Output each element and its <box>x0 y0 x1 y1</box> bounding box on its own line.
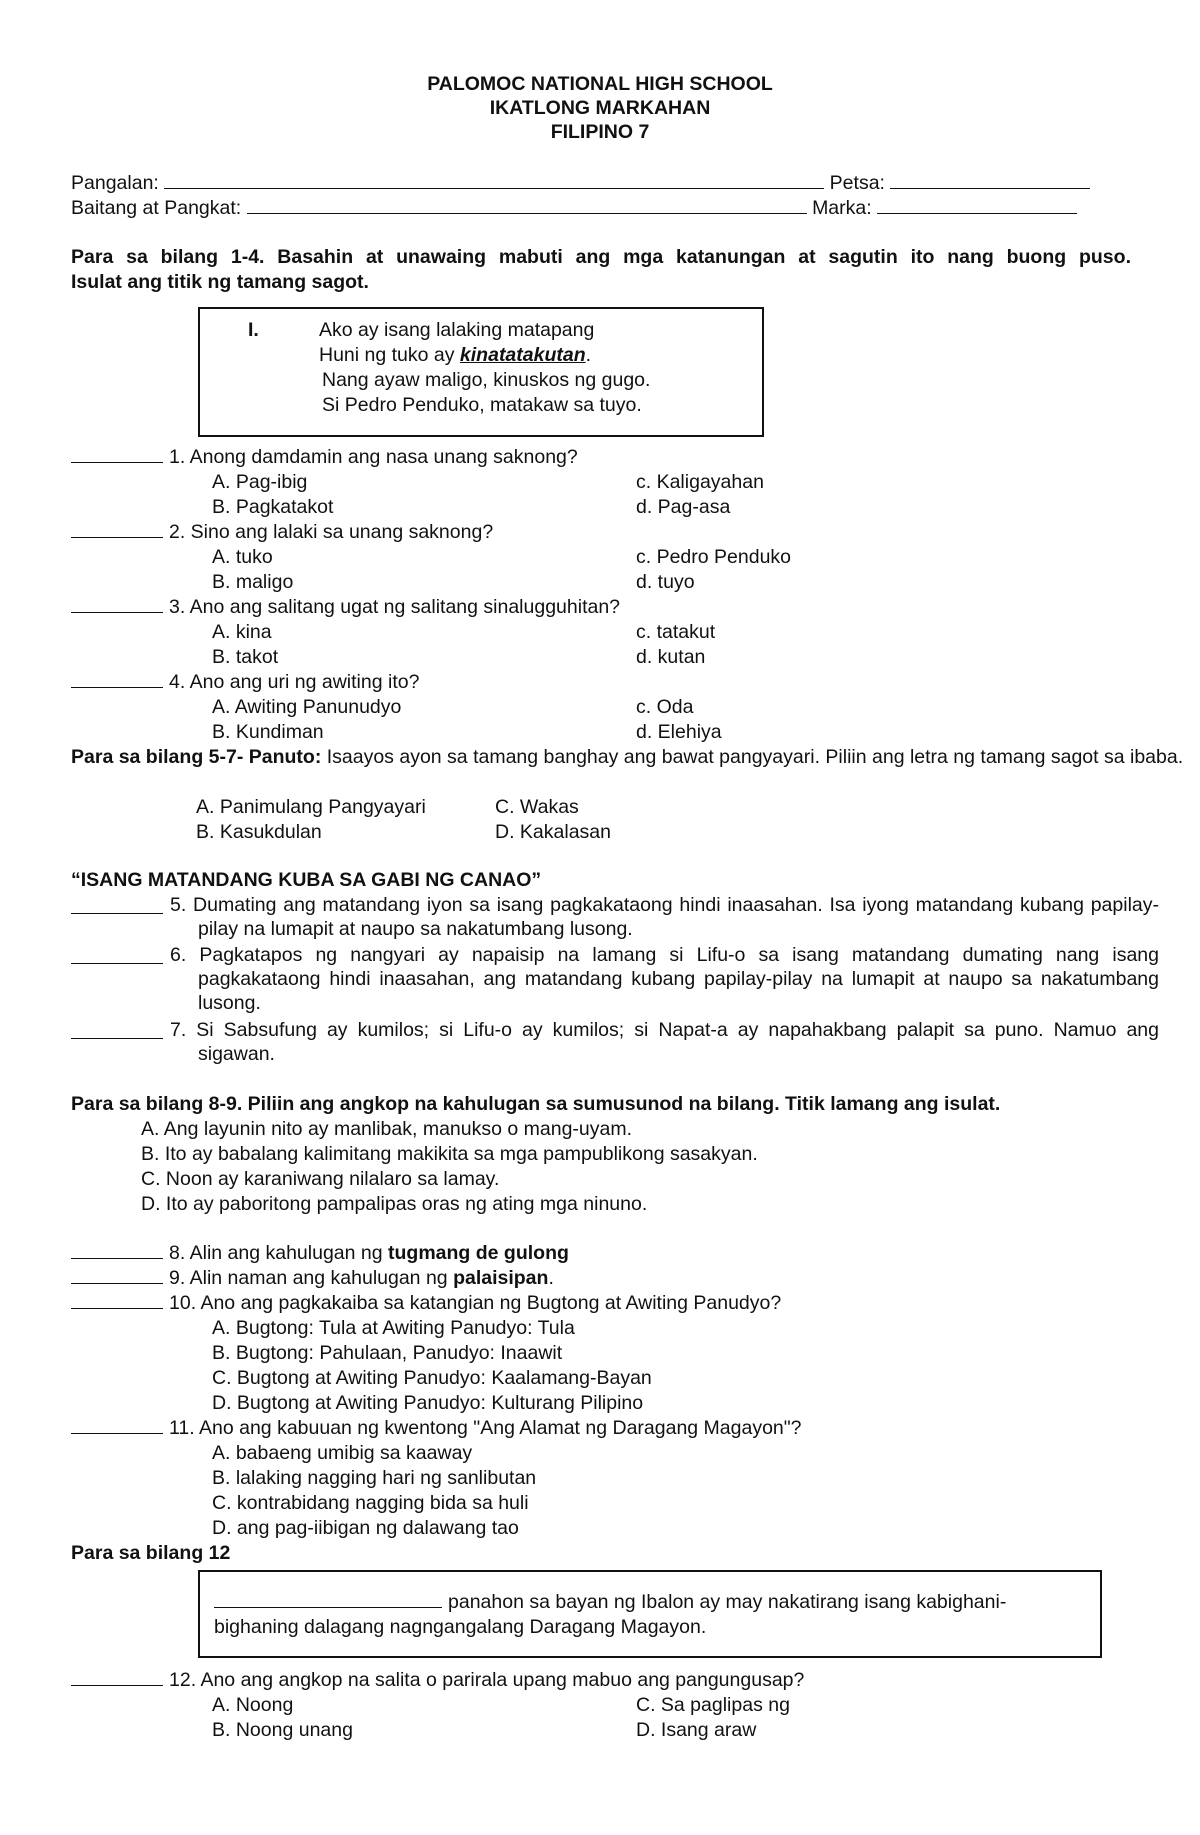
q4-choice-b: B. Kundiman <box>212 721 324 743</box>
score-blank[interactable] <box>877 196 1077 214</box>
q4-choice-a: A. Awiting Panunudyo <box>212 696 402 718</box>
answer-blank[interactable] <box>71 445 163 463</box>
answer-blank[interactable] <box>71 1291 163 1309</box>
sentence-line-2: bighaning dalagang nagngangalang Daragang Magayon. <box>214 1616 707 1638</box>
q10-choice-d: D. Bugtong at Awiting Panudyo: Kulturang Pilipino <box>212 1392 644 1414</box>
grade-label: Baitang at Pangkat: <box>71 197 242 219</box>
q12-choice-d: D. Isang araw <box>636 1719 757 1741</box>
question-11-stem: 11. Ano ang kabuuan ng kwentong "Ang Alamat ng Daragang Magayon"? <box>169 1417 802 1439</box>
section3-option-d: D. Ito ay paboritong pampalipas oras ng ating mga ninuno. <box>141 1193 648 1215</box>
poem-line-2 <box>319 343 591 367</box>
q1-choice-d: d. Pag-asa <box>636 496 731 518</box>
section3-instruction: Para sa bilang 8-9. Piliin ang angkop na kahulugan sa sumusunod na bilang. Titik lamang ang isulat. <box>71 1093 1001 1115</box>
school-name: PALOMOC NATIONAL HIGH SCHOOL <box>427 73 773 95</box>
answer-blank[interactable] <box>71 670 163 688</box>
sentence-line-1-text: panahon sa bayan ng Ibalon ay may nakatirang isang kabighani- <box>448 1591 1007 1613</box>
section2-option-d: D. Kakalasan <box>495 821 611 843</box>
answer-blank[interactable] <box>71 520 163 538</box>
question-5: 5. Dumating ang matandang iyon sa isang pagkakataong hindi inaasahan. Isa iyong matandang kubang papilay-pilay na lumapit at naupo sa nakatumbang lusong. <box>170 894 1159 940</box>
question-3-stem: 3. Ano ang salitang ugat ng salitang sinalugguhitan? <box>169 596 621 618</box>
section3-option-b: B. Ito ay babalang kalimitang makikita sa mga pampublikong sasakyan. <box>141 1143 758 1165</box>
question-4 <box>71 670 419 694</box>
question-9-term: palaisipan <box>453 1267 549 1289</box>
q4-choice-d: d. Elehiya <box>636 721 722 743</box>
q10-choice-a: A. Bugtong: Tula at Awiting Panudyo: Tula <box>212 1317 575 1339</box>
q1-choice-b: B. Pagkatakot <box>212 496 334 518</box>
date-blank[interactable] <box>890 171 1090 189</box>
question-2 <box>71 520 493 544</box>
question-9 <box>71 1266 554 1290</box>
q2-choice-d: d. tuyo <box>636 571 695 593</box>
sentence-line-1 <box>214 1590 1006 1614</box>
question-4-stem: 4. Ano ang uri ng awiting ito? <box>169 671 420 693</box>
q2-choice-b: B. maligo <box>212 571 294 593</box>
q12-choice-b: B. Noong unang <box>212 1719 353 1741</box>
q11-choice-c: C. kontrabidang nagging bida sa huli <box>212 1492 529 1514</box>
section2-option-b: B. Kasukdulan <box>196 821 322 843</box>
answer-blank[interactable] <box>71 1266 163 1284</box>
section2-label: Para sa bilang 5-7- Panuto: <box>71 746 322 768</box>
q3-choice-c: c. tatakut <box>636 621 716 643</box>
underlined-word: kinatatakutan <box>459 344 586 366</box>
section3-option-c: C. Noon ay karaniwang nilalaro sa lamay. <box>141 1168 500 1190</box>
q1-choice-c: c. Kaligayahan <box>636 471 764 493</box>
q1-choice-a: A. Pag-ibig <box>212 471 308 493</box>
quarter-title: IKATLONG MARKAHAN <box>489 97 711 119</box>
date-label: Petsa: <box>829 172 885 194</box>
q10-choice-b: B. Bugtong: Pahulaan, Panudyo: Inaawit <box>212 1342 563 1364</box>
name-blank[interactable] <box>164 171 824 189</box>
grade-blank[interactable] <box>247 196 807 214</box>
section2-instruction <box>71 745 1200 769</box>
poem-line-4: Si Pedro Penduko, matakaw sa tuyo. <box>322 394 642 416</box>
sentence-blank[interactable] <box>214 1590 442 1608</box>
sentence-box <box>198 1570 1102 1658</box>
q2-choice-a: A. tuko <box>212 546 273 568</box>
answer-blank[interactable] <box>71 1668 163 1686</box>
section1-instruction-line2: Isulat ang titik ng tamang sagot. <box>71 271 369 293</box>
poem-line-2-text: Huni ng tuko ay <box>319 344 460 366</box>
story-title: “ISANG MATANDANG KUBA SA GABI NG CANAO” <box>71 869 542 891</box>
question-2-stem: 2. Sino ang lalaki sa unang saknong? <box>169 521 494 543</box>
section2-option-a: A. Panimulang Pangyayari <box>196 796 426 818</box>
question-10-stem: 10. Ano ang pagkakaiba sa katangian ng Bugtong at Awiting Panudyo? <box>169 1292 782 1314</box>
name-label: Pangalan: <box>71 172 159 194</box>
grade-field-row <box>71 196 1077 220</box>
score-label: Marka: <box>812 197 872 219</box>
question-12 <box>71 1668 804 1692</box>
q3-choice-b: B. takot <box>212 646 279 668</box>
poem-line-1: Ako ay isang lalaking matapang <box>319 319 595 341</box>
subject-title: FILIPINO 7 <box>550 121 650 143</box>
answer-blank[interactable] <box>71 1416 163 1434</box>
question-11 <box>71 1416 802 1440</box>
poem-number: I. <box>248 319 259 341</box>
section3-option-a: A. Ang layunin nito ay manlibak, manukso o mang-uyam. <box>141 1118 633 1140</box>
q6-answer-blank[interactable] <box>71 946 163 964</box>
question-6: 6. Pagkatapos ng nangyari ay napaisip na lamang si Lifu-o sa isang matandang dumating nang isang pagkakataong hindi inaasahan, ang matandang kubang papilay-pilay na lumapit at naupo sa nakatumbang lusong. <box>170 944 1159 1014</box>
question-1-stem: 1. Anong damdamin ang nasa unang saknong? <box>169 446 578 468</box>
q4-choice-c: c. Oda <box>636 696 694 718</box>
q11-choice-b: B. lalaking nagging hari ng sanlibutan <box>212 1467 537 1489</box>
q3-choice-d: d. kutan <box>636 646 706 668</box>
answer-blank[interactable] <box>71 1241 163 1259</box>
question-12-stem: 12. Ano ang angkop na salita o parirala upang mabuo ang pangungusap? <box>169 1669 805 1691</box>
poem-line-3: Nang ayaw maligo, kinuskos ng gugo. <box>322 369 651 391</box>
question-8 <box>71 1241 569 1265</box>
q12-choice-a: A. Noong <box>212 1694 294 1716</box>
question-9-stem: 9. Alin naman ang kahulugan ng <box>169 1267 454 1289</box>
poem-line-2-end: . <box>585 344 592 366</box>
q12-choice-c: C. Sa paglipas ng <box>636 1694 790 1716</box>
q5-answer-blank[interactable] <box>71 896 163 914</box>
question-3 <box>71 595 620 619</box>
section4-label: Para sa bilang 12 <box>71 1542 231 1564</box>
question-9-end: . <box>548 1267 554 1289</box>
name-field-row <box>71 171 1090 195</box>
question-8-term: tugmang de gulong <box>388 1242 569 1264</box>
q3-choice-a: A. kina <box>212 621 272 643</box>
q2-choice-c: c. Pedro Penduko <box>636 546 792 568</box>
q11-choice-a: A. babaeng umibig sa kaaway <box>212 1442 473 1464</box>
section1-instruction-line1: Para sa bilang 1-4. Basahin at unawaing mabuti ang mga katanungan at sagutin ito nang buong puso. <box>71 246 1131 268</box>
question-7: 7. Si Sabsufung ay kumilos; si Lifu-o ay kumilos; si Napat-a ay napahakbang palapit sa puno. Namuo ang sigawan. <box>170 1019 1159 1065</box>
question-8-stem: 8. Alin ang kahulugan ng <box>169 1242 389 1264</box>
q10-choice-c: C. Bugtong at Awiting Panudyo: Kaalamang-Bayan <box>212 1367 652 1389</box>
q7-answer-blank[interactable] <box>71 1021 163 1039</box>
section2-text: Isaayos ayon sa tamang banghay ang bawat pangyayari. Piliin ang letra ng tamang sagot sa ibaba. <box>326 746 1184 768</box>
section2-option-c: C. Wakas <box>495 796 579 818</box>
question-10 <box>71 1291 781 1315</box>
answer-blank[interactable] <box>71 595 163 613</box>
q11-choice-d: D. ang pag-iibigan ng dalawang tao <box>212 1517 519 1539</box>
question-1 <box>71 445 578 469</box>
